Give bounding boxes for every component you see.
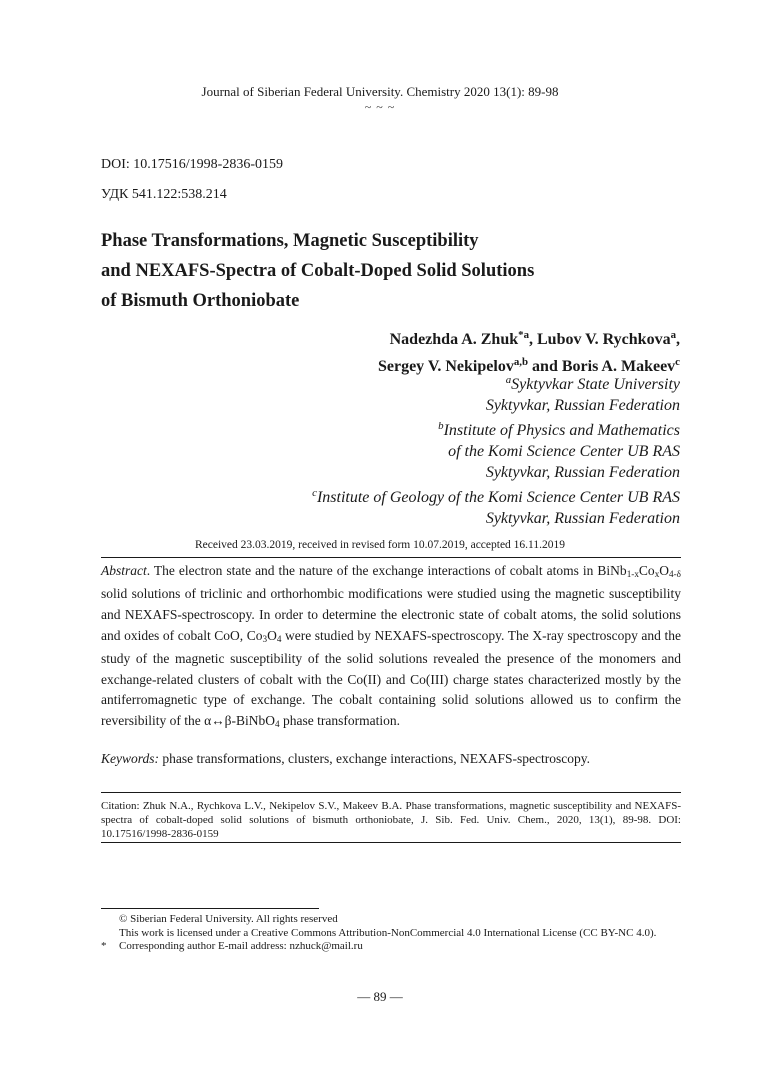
affil-line: Syktyvkar, Russian Federation: [485, 396, 680, 414]
citation-top-rule: [101, 792, 681, 793]
license-note: This work is licensed under a Creative Commons Attribution-NonCommercial 4.0 International License (CC BY-NC 4.0).: [119, 926, 657, 939]
footnote-rule: [101, 908, 319, 909]
abstract-text: were studied by NEXAFS-spectroscopy. The X-ray spectroscopy and the study of the magnetic susceptibility of the solid solutions revealed the presence of the monomers and exchange-related clusters of cobalt with the Co(II) and Co(III) charge states characterized mostly by the antiferromagnetic type of exchange. The cobalt containing solid solutions allowed us to confirm the reversibility of the α↔β-BiNbO: [101, 627, 681, 728]
author-affil-mark: c: [675, 355, 680, 368]
author-list: Nadezhda A. Zhuk$^{*a}$, Lubov V. Rychkova$^a$, Sergey V. Nekipelov$^{a,b}$ and Boris A. Makeev$^c$: [377, 329, 680, 375]
abstract-text: solid solutions of triclinic and orthorhombic modifications were studied using the magnetic susceptibility and NEXAFS-spectroscopy. In order to determine the electronic state of cobalt atoms, the solid solutions and oxides of cobalt CoO,: [101, 586, 681, 643]
keywords-label: Keywords:: [101, 751, 159, 766]
formula-part: O: [659, 563, 670, 578]
author-name: Boris A. Makeev: [561, 357, 676, 375]
author-name: Lubov V. Rychkova: [537, 330, 671, 348]
title-line: Phase Transformations, Magnetic Susceptibility: [101, 231, 479, 251]
header-ornament: ~ ~ ~: [364, 100, 396, 114]
keywords-text: phase transformations, clusters, exchange interactions, NEXAFS-spectroscopy.: [159, 751, 591, 766]
author-name: Nadezhda A. Zhuk: [389, 330, 519, 348]
journal-header: Journal of Siberian Federal University. Chemistry 2020 13(1): 89-98: [201, 84, 559, 99]
footnote-star: *: [101, 940, 107, 952]
formula-subscript: 4-δ: [669, 568, 681, 579]
affil-line: of the Komi Science Center UB RAS: [448, 442, 680, 460]
paper-title: [101, 226, 661, 316]
formula-subscript: 1-x: [626, 568, 639, 579]
formula-subscript: x: [654, 568, 660, 579]
author-affil-mark: *a: [518, 329, 529, 341]
formula-subscript: 4: [275, 718, 280, 729]
footnotes: [101, 913, 656, 954]
abstract-label: Abstract: [101, 563, 147, 578]
author-affil-mark: a: [670, 329, 676, 341]
formula-part: O: [267, 627, 277, 643]
formula-part: BiNb: [597, 563, 627, 578]
title-line: and NEXAFS-Spectra of Cobalt-Doped Solid Solutions: [101, 261, 535, 281]
author-conjunction: and: [532, 357, 558, 375]
abstract-top-rule: [101, 557, 681, 558]
abstract-text: . The electron state and the nature of the exchange interactions of cobalt atoms in: [146, 563, 598, 578]
citation-bottom-rule: [101, 842, 681, 843]
affil-line: Institute of Physics and Mathematics: [443, 421, 680, 439]
keywords: [101, 751, 681, 767]
abstract: [101, 561, 681, 734]
page-number: — 89 —: [357, 989, 403, 1004]
corresponding-author-note: Corresponding author E-mail address: nzhuck@mail.ru: [119, 940, 363, 952]
affil-line: Syktyvkar, Russian Federation: [485, 463, 680, 481]
abstract-text: phase transformation.: [279, 712, 400, 728]
affil-mark: b: [438, 419, 444, 432]
affil-mark: a: [505, 374, 512, 386]
citation: Citation: Zhuk N.A., Rychkova L.V., Nekipelov S.V., Makeev B.A. Phase transformations, magnetic susceptibility and NEXAFS-spectra of cobalt-doped solid solutions of bismuth orthoniobate, J. Sib. Fed. Univ. Chem., 2020, 13(1), 89-98. DOI: 10.17516/1998-2836-0159: [101, 800, 681, 840]
affil-mark: c: [312, 486, 317, 499]
formula-subscript: 3: [262, 633, 268, 644]
udk: УДК 541.122:538.214: [101, 187, 227, 202]
affiliations: [312, 370, 680, 529]
formula-subscript: 4: [276, 633, 282, 644]
affil-line: Institute of Geology of the Komi Science Center UB RAS: [316, 488, 680, 506]
doi: DOI: 10.17516/1998-2836-0159: [101, 157, 283, 172]
title-line: of Bismuth Orthoniobate: [101, 291, 300, 311]
author-affil-mark: a,b: [513, 355, 529, 368]
author-name: Sergey V. Nekipelov: [377, 357, 514, 375]
formula-part: Co: [638, 563, 655, 578]
affil-line: Syktyvkar State University: [511, 375, 680, 393]
formula-part: Co: [246, 627, 263, 643]
affil-line: Syktyvkar, Russian Federation: [485, 509, 680, 527]
copyright-note: © Siberian Federal University. All rights reserved: [119, 913, 338, 925]
received-dates: Received 23.03.2019, received in revised form 10.07.2019, accepted 16.11.2019: [194, 539, 566, 551]
